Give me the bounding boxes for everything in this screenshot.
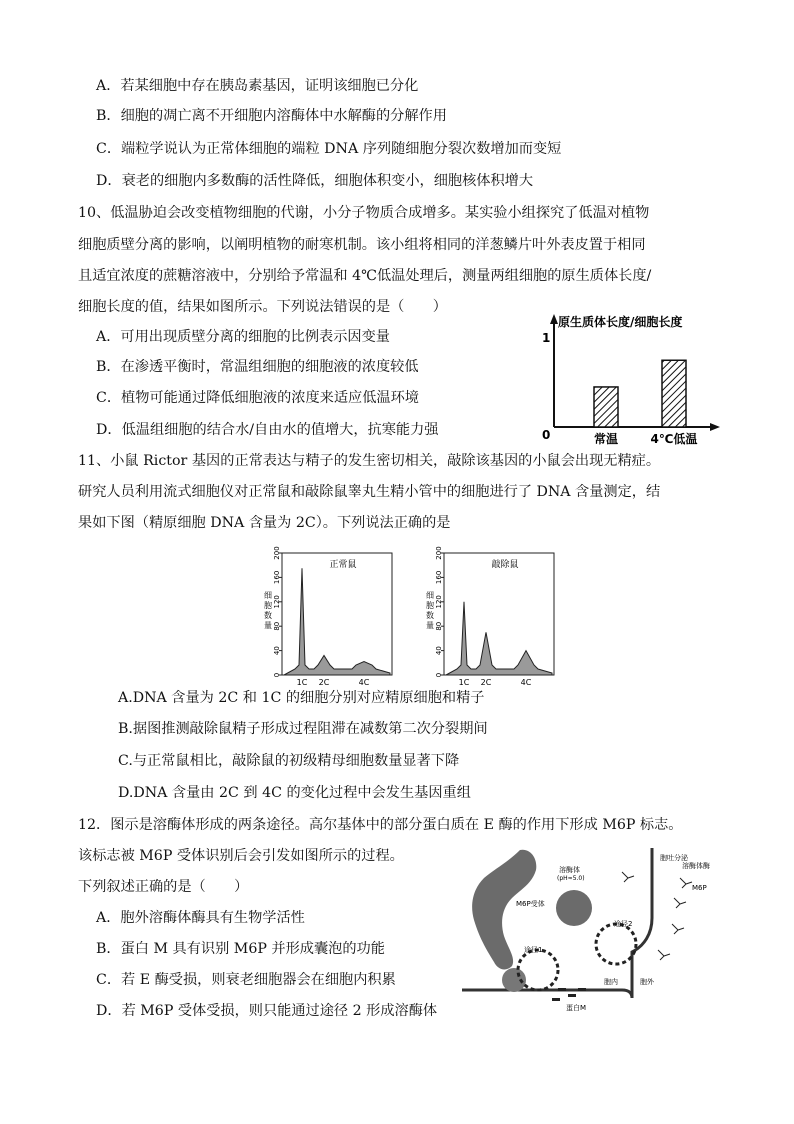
y-tick-label: 1 (542, 331, 551, 345)
y-tick-label: 200 (435, 546, 443, 560)
x-tick-label: 常温 (593, 432, 619, 446)
y-tick-label: 120 (273, 595, 281, 609)
receptor-label: M6P受体 (516, 900, 545, 908)
q12-stem-line: 12．图示是溶酶体形成的两条途径。高尔基体中的部分蛋白质在 E 酶的作用下形成 M6P 标志。 (78, 817, 683, 833)
cell-membrane-bottom (462, 990, 632, 998)
y-axis-label-char: 数 (264, 611, 272, 620)
lysosome-pathway-diagram (462, 848, 724, 1016)
q11-stem-line: 11、小鼠 Rictor 基因的正常表达与精子的发生密切相关，敲除该基因的小鼠会出现无精症。 (78, 453, 661, 469)
q11-option-a: A.DNA 含量为 2C 和 1C 的细胞分别对应精原细胞和精子 (118, 690, 485, 706)
q10-option-b: B．在渗透平衡时，常温组细胞的细胞液的浓度较低 (96, 359, 419, 375)
y-axis-label-char: 量 (264, 621, 272, 630)
q10-bar-chart (528, 312, 728, 450)
y-tick-label: 120 (435, 595, 443, 609)
q12-stem-line: 该标志被 M6P 受体识别后会引发如图所示的过程。 (78, 848, 404, 864)
enzyme-label: 溶酶体酶 (682, 862, 710, 870)
q10-option-a: A．可用出现质壁分离的细胞的比例表示因变量 (96, 329, 390, 345)
q11-stem-line: 研究人员利用流式细胞仪对正常鼠和敲除鼠睾丸生精小管中的细胞进行了 DNA 含量测定，结 (78, 484, 661, 500)
x-tick-label: 4C (520, 678, 532, 687)
q11-option-c: C.与正常鼠相比，敲除鼠的初级精母细胞数量显著下降 (118, 753, 460, 769)
y-axis-label-char: 细 (426, 591, 434, 600)
y-tick-label: 80 (273, 621, 281, 631)
x-axis-arrow (710, 423, 720, 431)
diagram-svg (462, 848, 724, 1016)
m6p-label: M6P (692, 884, 707, 892)
x-tick-label: 4℃低温 (650, 432, 698, 446)
q10-stem-line: 10、低温胁迫会改变植物细胞的代谢，小分子物质合成增多。某实验小组探究了低温对植物 (78, 205, 650, 221)
q10-option-c: C．植物可能通过降低细胞液的浓度来适应低温环境 (96, 390, 419, 406)
secretion-label: 胞吐分泌 (660, 854, 688, 862)
lysosome (556, 890, 592, 926)
q12-stem-line: 下列叙述正确的是（ ） (78, 879, 249, 895)
lysosome-label: 溶酶体 (559, 866, 580, 874)
q12-option-b: B．蛋白 M 具有识别 M6P 并形成囊泡的功能 (96, 941, 385, 957)
bar-0 (594, 387, 618, 427)
x-tick-label: 1C (296, 678, 308, 687)
q11-option-b: B.据图推测敲除鼠精子形成过程阻滞在减数第二次分裂期间 (118, 721, 488, 737)
q10-stem-line: 细胞质壁分离的影响，以阐明植物的耐寒机制。该小组将相同的洋葱鳞片叶外表皮置于相同 (78, 237, 646, 253)
y-tick-label: 80 (435, 621, 443, 631)
y-tick-label: 0 (435, 672, 443, 678)
pathway-2-vesicle (596, 924, 636, 964)
histogram-panel-1 (426, 546, 554, 687)
bar-1 (662, 360, 686, 427)
protein-m-label: 蛋白M (566, 1004, 587, 1012)
q12-option-d: D．若 M6P 受体受损，则只能通过途径 2 形成溶酶体 (96, 1003, 438, 1019)
enzyme-symbols (622, 872, 692, 960)
y-tick-label: 160 (273, 570, 281, 585)
q10-stem-line: 且适宜浓度的蔗糖溶液中，分别给予常温和 4℃低温处理后，测量两组细胞的原生质体长度/ (78, 268, 652, 284)
y-axis-label: 原生质体长度/细胞长度 (558, 315, 683, 329)
y-axis-label-char: 胞 (426, 601, 434, 610)
q9-option-d: D．衰老的细胞内多数酶的活性降低，细胞体积变小，细胞核体积增大 (96, 173, 534, 189)
q11-histograms (262, 545, 562, 695)
q11-option-d: D.DNA 含量由 2C 到 4C 的变化过程中会发生基因重组 (118, 785, 471, 801)
inside-label: 胞内 (604, 978, 618, 986)
q10-option-d: D．低温组细胞的结合水/自由水的值增大，抗寒能力强 (96, 422, 439, 438)
histogram-title: 敲除鼠 (491, 560, 519, 570)
y-axis-arrow (550, 314, 558, 324)
x-tick-label: 2C (318, 678, 330, 687)
cell-membrane (632, 848, 652, 998)
q9-option-a: A．若某细胞中存在胰岛素基因，证明该细胞已分化 (96, 78, 419, 94)
ph-label: (pH≈5.0) (557, 875, 585, 882)
x-tick-label: 1C (458, 678, 470, 687)
q11-stem-line: 果如下图（精原细胞 DNA 含量为 2C）。下列说法正确的是 (78, 515, 451, 531)
y-tick-label: 200 (273, 546, 281, 560)
y-axis-label-char: 细 (264, 591, 272, 600)
path1-label: 途径1 (524, 946, 543, 954)
x-tick-label: 4C (358, 678, 370, 687)
y-tick-label: 0 (542, 428, 551, 442)
y-axis-label-char: 量 (426, 621, 434, 630)
bar-chart-svg (528, 312, 728, 450)
y-axis-label-char: 数 (426, 611, 434, 620)
x-tick-label: 2C (480, 678, 492, 687)
histogram-panel-0 (264, 546, 392, 687)
q10-stem-line: 细胞长度的值，结果如图所示。下列说法错误的是（ ） (78, 299, 447, 315)
y-axis-label-char: 胞 (264, 601, 272, 610)
y-tick-label: 0 (273, 672, 281, 678)
histogram-svg (262, 545, 562, 695)
q9-option-c: C．端粒学说认为正常体细胞的端粒 DNA 序列随细胞分裂次数增加而变短 (96, 141, 562, 157)
q12-option-a: A．胞外溶酶体酶具有生物学活性 (96, 910, 305, 926)
y-tick-label: 40 (273, 646, 281, 656)
y-tick-label: 40 (435, 646, 443, 656)
y-tick-label: 160 (435, 570, 443, 585)
outside-label: 胞外 (640, 978, 654, 986)
histogram-title: 正常鼠 (329, 560, 357, 570)
q12-option-c: C．若 E 酶受损，则衰老细胞器会在细胞内积累 (96, 972, 396, 988)
q9-option-b: B．细胞的凋亡离不开细胞内溶酶体中水解酶的分解作用 (96, 108, 447, 124)
path2-label: 途径2 (614, 920, 633, 928)
